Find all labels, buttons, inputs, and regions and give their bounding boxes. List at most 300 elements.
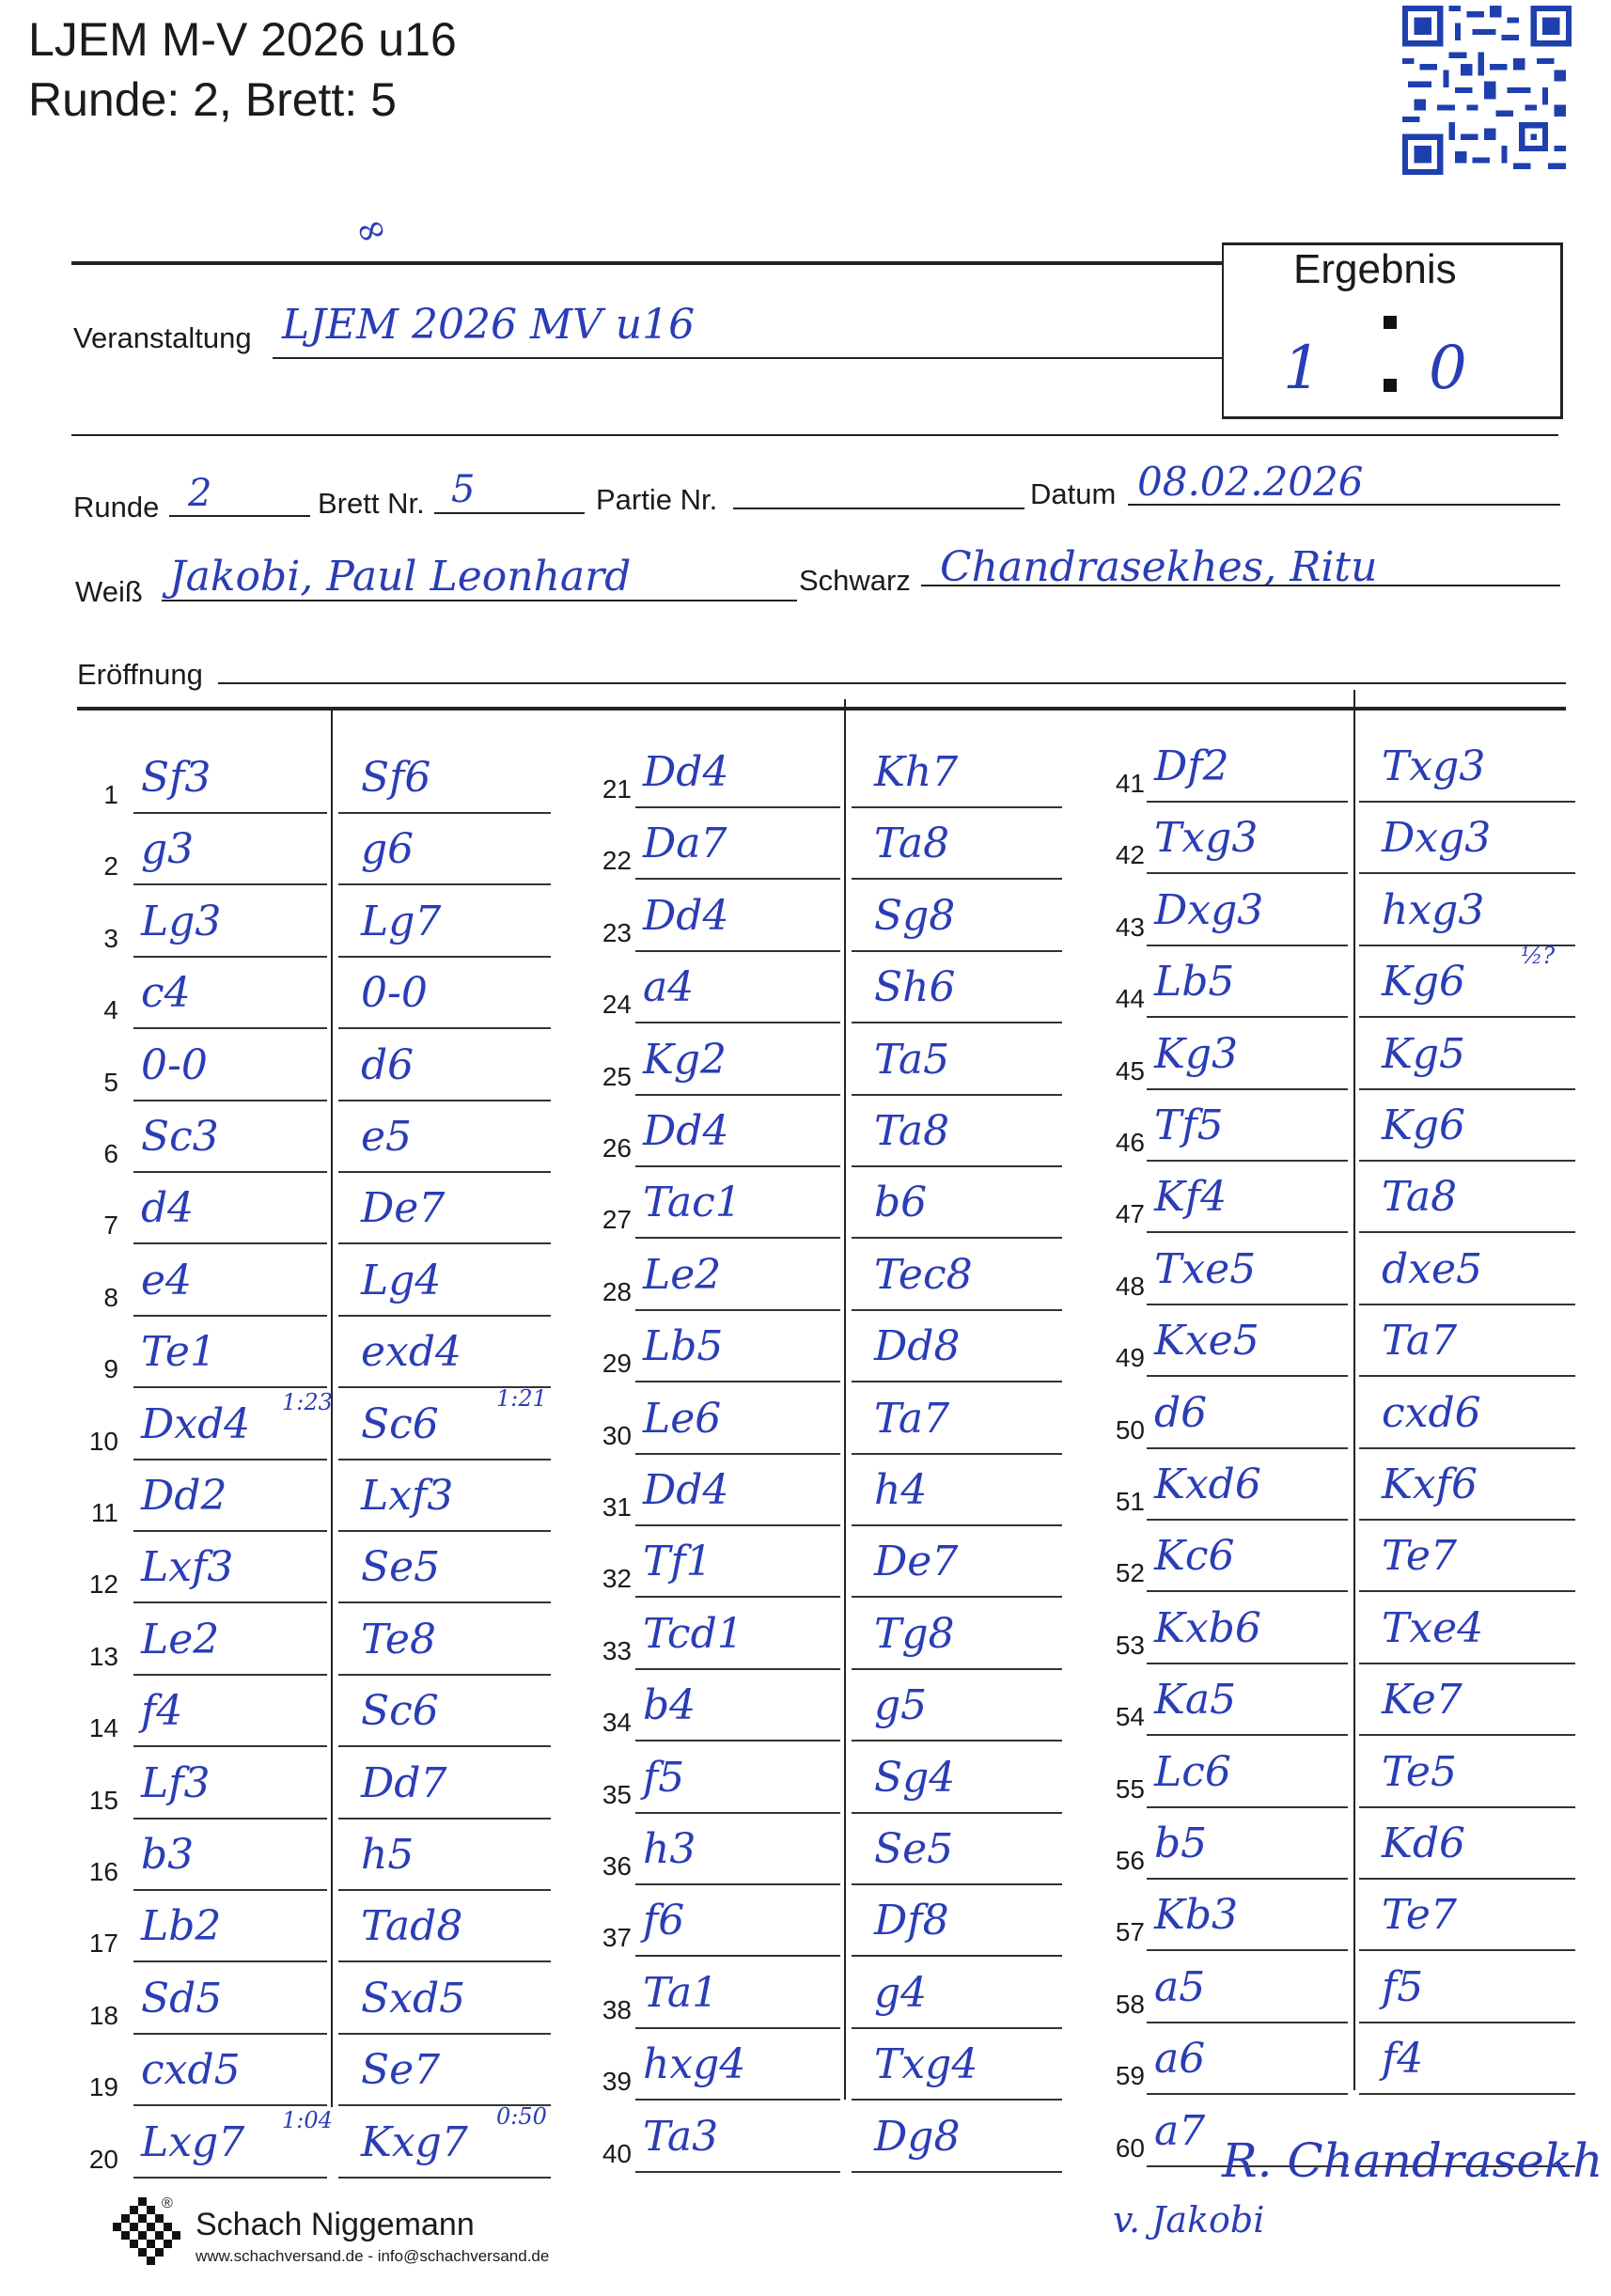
white-move: cxd5 — [141, 2046, 241, 2095]
white-move: b3 — [141, 1831, 195, 1879]
white-move-line — [133, 956, 327, 958]
weiss-label: Weiß — [75, 575, 143, 608]
move-number: 23 — [602, 917, 632, 947]
black-move-line — [1359, 801, 1575, 803]
move-number: 53 — [1115, 1630, 1145, 1660]
move-number: 9 — [103, 1354, 118, 1384]
white-move: e4 — [141, 1256, 193, 1304]
move-number: 16 — [88, 1857, 118, 1886]
white-move-line — [635, 1094, 840, 1096]
white-move: Kxb6 — [1154, 1603, 1261, 1652]
white-move: Sf3 — [141, 754, 211, 802]
black-move: Ta8 — [874, 820, 950, 868]
white-move-line — [133, 1459, 327, 1460]
white-move: Dd2 — [141, 1472, 227, 1520]
white-move: Df2 — [1154, 742, 1229, 790]
black-move-line — [338, 2033, 551, 2035]
move-number: 22 — [602, 846, 632, 876]
move-number: 60 — [1115, 2132, 1145, 2163]
datum-label: Datum — [1030, 477, 1117, 510]
black-move: Txg4 — [874, 2040, 978, 2089]
black-move-line — [338, 956, 551, 958]
white-move: 0-0 — [141, 1040, 208, 1089]
weiss-value: Jakobi, Paul Leonhard — [169, 553, 632, 601]
event-code: LJEM M-V 2026 u16 — [28, 13, 457, 66]
white-move-line — [1147, 1878, 1348, 1880]
white-move-line — [635, 1381, 840, 1382]
white-move-line — [1147, 872, 1348, 874]
white-move-line — [635, 950, 840, 952]
move-number: 49 — [1115, 1343, 1145, 1373]
black-move-line — [852, 1453, 1062, 1455]
black-move-line — [1359, 1949, 1575, 1951]
black-move: Ta8 — [874, 1107, 950, 1155]
move-number: 46 — [1115, 1128, 1145, 1157]
move-number: 7 — [103, 1210, 118, 1241]
black-move: f4 — [1382, 2035, 1424, 2084]
white-move-line — [133, 1601, 327, 1603]
black-move: Sc6 — [361, 1687, 439, 1736]
black-move: Te8 — [361, 1615, 436, 1663]
move-number: 14 — [88, 1713, 118, 1743]
move-number: 17 — [88, 1929, 118, 1959]
move-number: 21 — [602, 774, 632, 804]
black-move: Sg8 — [874, 891, 956, 940]
black-move-line — [1359, 1878, 1575, 1880]
black-move-line — [338, 1315, 551, 1317]
black-clock-time: 1:21 — [496, 1384, 547, 1412]
white-move: Lxf3 — [141, 1543, 234, 1592]
footer-registered: ® — [162, 2195, 173, 2211]
black-move: exd4 — [361, 1328, 462, 1377]
black-move: Kxg7 — [361, 2117, 468, 2166]
move-number: 26 — [602, 1133, 632, 1163]
veranstaltung-line — [273, 357, 1222, 359]
black-move-line — [852, 1094, 1062, 1096]
white-move: Kg3 — [1154, 1029, 1239, 1078]
white-move: Ka5 — [1154, 1676, 1237, 1725]
white-move-line — [635, 1596, 840, 1598]
white-move: Dxg3 — [1154, 885, 1264, 934]
move-number: 34 — [602, 1708, 632, 1738]
black-move-line — [1359, 1375, 1575, 1377]
white-move: Sd5 — [141, 1974, 223, 2023]
black-move-line — [1359, 1519, 1575, 1521]
black-move-line — [852, 1596, 1062, 1598]
white-move: Kb3 — [1154, 1891, 1239, 1940]
white-move: a5 — [1154, 1962, 1206, 2011]
eroeffnung-line — [218, 682, 1566, 684]
white-move-line — [133, 2177, 327, 2179]
white-move-line — [1147, 1375, 1348, 1377]
black-move: Kg5 — [1382, 1029, 1466, 1078]
black-move: Ta7 — [1382, 1317, 1458, 1366]
move-number: 58 — [1115, 1989, 1145, 2019]
black-move-line — [852, 1309, 1062, 1311]
white-move: Ta1 — [643, 1968, 719, 2017]
white-clock-time: 1:04 — [282, 2106, 333, 2133]
move-number: 1 — [103, 780, 118, 809]
black-move: g6 — [361, 825, 414, 874]
white-move: Txg3 — [1154, 814, 1259, 863]
black-move-line — [852, 1740, 1062, 1742]
white-move-line — [1147, 1088, 1348, 1090]
white-move-line — [635, 2027, 840, 2029]
black-move: Tec8 — [874, 1250, 973, 1299]
partie-line — [733, 508, 1024, 509]
move-number: 13 — [88, 1641, 118, 1671]
white-move-line — [635, 1812, 840, 1814]
brett-line — [434, 512, 585, 514]
move-number: 50 — [1115, 1414, 1145, 1445]
white-move: Dd4 — [643, 1107, 729, 1155]
white-move: Kxe5 — [1154, 1317, 1259, 1366]
footer-contact: www.schachversand.de - info@schachversand.de — [196, 2247, 550, 2265]
white-move-line — [1147, 2022, 1348, 2023]
white-move-line — [1147, 801, 1348, 803]
black-move: cxd6 — [1382, 1388, 1481, 1437]
white-move-line — [1147, 2093, 1348, 2095]
white-move: Lb5 — [1154, 958, 1235, 1007]
white-move-line — [133, 883, 327, 885]
move-number: 20 — [88, 2144, 118, 2174]
white-move-line — [635, 2171, 840, 2173]
black-move: Sxd5 — [361, 1974, 466, 2023]
white-move: Kxd6 — [1154, 1460, 1261, 1508]
white-move-line — [635, 1453, 840, 1455]
white-move-line — [133, 1960, 327, 1962]
black-move: Dxg3 — [1382, 814, 1492, 863]
white-move-line — [635, 1883, 840, 1885]
white-move-line — [635, 1022, 840, 1023]
black-move: Ta5 — [874, 1035, 950, 1084]
move-number: 52 — [1115, 1558, 1145, 1588]
black-move: f5 — [1382, 1962, 1424, 2011]
white-move-line — [1147, 1160, 1348, 1162]
white-move: Lb2 — [141, 1902, 222, 1951]
black-clock-time: 0:50 — [496, 2102, 547, 2130]
black-move-line — [338, 1171, 551, 1173]
move-number: 57 — [1115, 1917, 1145, 1947]
white-move-line — [635, 1237, 840, 1239]
runde-label: Runde — [73, 491, 160, 523]
white-move: f5 — [643, 1753, 685, 1802]
black-move-line — [852, 1381, 1062, 1382]
move-number: 18 — [88, 2000, 118, 2030]
black-move-line — [852, 1022, 1062, 1023]
form-top-rule — [71, 261, 1224, 265]
move-number: 42 — [1115, 840, 1145, 870]
white-move: Kg2 — [643, 1035, 727, 1084]
white-move: Te1 — [141, 1328, 216, 1377]
black-move: Kg6 — [1382, 1101, 1466, 1149]
black-move-line — [852, 1883, 1062, 1885]
black-move: Ta8 — [1382, 1173, 1458, 1222]
move-number: 36 — [602, 1851, 632, 1881]
white-move: Lf3 — [141, 1758, 211, 1807]
white-move-line — [635, 1955, 840, 1957]
black-move: Lxf3 — [361, 1472, 454, 1520]
white-move: d6 — [1154, 1388, 1208, 1437]
move-number: 37 — [602, 1923, 632, 1953]
black-move: Se7 — [361, 2046, 441, 2095]
white-move-line — [635, 878, 840, 880]
white-move-line — [1147, 1590, 1348, 1592]
move-number: 6 — [103, 1139, 118, 1168]
ergebnis-colon-bottom — [1384, 379, 1397, 392]
move-number: 29 — [602, 1349, 632, 1379]
white-move: Lg3 — [141, 897, 222, 945]
black-move-line — [1359, 1088, 1575, 1090]
white-move: hxg4 — [643, 2040, 746, 2089]
black-move: Kd6 — [1382, 1820, 1466, 1867]
black-move-line — [852, 1524, 1062, 1526]
black-move: Txg3 — [1382, 742, 1486, 790]
veranstaltung-label: Veranstaltung — [73, 321, 252, 354]
move-number: 25 — [602, 1061, 632, 1091]
white-move-line — [635, 1309, 840, 1311]
black-move-line — [852, 1955, 1062, 1957]
white-move-line — [1147, 1304, 1348, 1305]
black-move: 0-0 — [361, 969, 428, 1018]
white-move-line — [133, 1315, 327, 1317]
move-number: 48 — [1115, 1271, 1145, 1301]
black-move-line — [1359, 1016, 1575, 1018]
black-move: Se5 — [361, 1543, 441, 1592]
black-move: dxe5 — [1382, 1244, 1483, 1293]
move-number: 5 — [103, 1067, 118, 1097]
black-move: Sh6 — [874, 963, 956, 1012]
schwarz-value: Chandrasekhes, Ritu — [940, 543, 1378, 591]
brett-value: 5 — [451, 468, 476, 511]
black-move: Kg6 — [1382, 958, 1466, 1007]
white-move: Kc6 — [1154, 1532, 1235, 1581]
black-move: Tad8 — [361, 1902, 463, 1951]
move-number: 3 — [103, 923, 118, 953]
move-number: 38 — [602, 1994, 632, 2024]
black-move-line — [338, 1459, 551, 1460]
datum-line — [1128, 504, 1560, 506]
black-move-line — [338, 1674, 551, 1676]
black-move: Tg8 — [874, 1609, 955, 1658]
sheet-title — [28, 9, 457, 130]
white-move: f6 — [643, 1897, 685, 1945]
black-move-line — [852, 806, 1062, 808]
black-move: h4 — [874, 1466, 928, 1514]
black-move-line — [852, 1812, 1062, 1814]
white-move: f4 — [141, 1687, 183, 1736]
white-move-line — [1147, 1663, 1348, 1664]
white-move: b5 — [1154, 1820, 1208, 1867]
black-move-line — [338, 1027, 551, 1029]
black-move-line — [338, 1242, 551, 1244]
white-move-line — [133, 1818, 327, 1820]
black-move: b6 — [874, 1179, 928, 1227]
white-move-line — [1147, 1806, 1348, 1808]
black-move: Kh7 — [874, 748, 959, 796]
ergebnis-white: 1 — [1283, 334, 1322, 403]
column-divider-2 — [844, 699, 846, 2100]
brett-label: Brett Nr. — [318, 487, 425, 520]
black-move: Te7 — [1382, 1532, 1457, 1581]
black-move-line — [338, 1889, 551, 1891]
white-move-line — [635, 1524, 840, 1526]
form-rule-2 — [71, 434, 1558, 436]
black-move: De7 — [874, 1538, 959, 1586]
move-number: 28 — [602, 1276, 632, 1306]
black-move: Te7 — [1382, 1891, 1457, 1940]
move-number: 8 — [103, 1282, 118, 1312]
black-move: Txe4 — [1382, 1603, 1484, 1652]
black-move: Dg8 — [874, 2112, 961, 2161]
white-move: Lxg7 — [141, 2117, 245, 2166]
white-move: Tcd1 — [643, 1609, 743, 1658]
move-number: 31 — [602, 1492, 632, 1522]
black-move-line — [1359, 872, 1575, 874]
move-number: 45 — [1115, 1055, 1145, 1086]
partie-label: Partie Nr. — [596, 483, 718, 516]
white-move-line — [133, 1171, 327, 1173]
round-board: Runde: 2, Brett: 5 — [28, 73, 397, 126]
white-move-line — [635, 806, 840, 808]
white-move-line — [1147, 1949, 1348, 1951]
black-move-line — [338, 1818, 551, 1820]
white-move-line — [133, 1242, 327, 1244]
black-move: Se5 — [874, 1825, 954, 1873]
white-move: Tf5 — [1154, 1101, 1224, 1149]
white-move: a6 — [1154, 2035, 1206, 2084]
black-move-line — [852, 2099, 1062, 2101]
white-move: Tf1 — [643, 1538, 712, 1586]
move-number: 2 — [103, 851, 118, 882]
move-number: 11 — [90, 1498, 118, 1527]
move-number: 39 — [602, 2067, 632, 2097]
move-number: 19 — [88, 2072, 118, 2102]
signature-white: v. Jakobi — [1113, 2199, 1265, 2241]
black-move: Df8 — [874, 1897, 949, 1945]
move-number: 47 — [1115, 1199, 1145, 1229]
move-number: 54 — [1115, 1702, 1145, 1732]
white-move-line — [133, 1745, 327, 1747]
schwarz-line — [921, 585, 1560, 586]
white-move-line — [133, 1027, 327, 1029]
black-move: Lg7 — [361, 897, 442, 945]
move-number: 44 — [1115, 984, 1145, 1014]
move-number: 15 — [88, 1785, 118, 1815]
move-number: 56 — [1115, 1846, 1145, 1875]
move-number: 27 — [602, 1205, 632, 1235]
ergebnis-black: 0 — [1429, 334, 1467, 403]
move-number: 59 — [1115, 2061, 1145, 2091]
white-move-line — [133, 812, 327, 814]
white-move-line — [133, 1100, 327, 1101]
ink-scribble: ∞ — [349, 204, 393, 257]
white-move: a4 — [643, 963, 695, 1012]
schwarz-label: Schwarz — [799, 564, 911, 597]
white-move: Le2 — [643, 1250, 722, 1299]
white-move: Tac1 — [643, 1179, 742, 1227]
move-number: 41 — [1115, 769, 1145, 798]
white-move-line — [635, 1668, 840, 1670]
white-move-line — [1147, 1231, 1348, 1233]
eroeffnung-label: Eröffnung — [77, 658, 203, 691]
white-move-line — [635, 1740, 840, 1742]
signature-black: R. Chandrasekh — [1222, 2133, 1603, 2188]
move-number: 32 — [602, 1564, 632, 1594]
black-move: De7 — [361, 1184, 446, 1233]
black-move: Lg4 — [361, 1256, 442, 1304]
move-number: 43 — [1115, 912, 1145, 942]
white-move-line — [1147, 1519, 1348, 1521]
black-move: d6 — [361, 1040, 414, 1089]
black-move-line — [852, 2171, 1062, 2173]
white-move-line — [635, 2099, 840, 2101]
black-move-line — [338, 2177, 551, 2179]
white-move: Dd4 — [643, 748, 729, 796]
black-move: Dd7 — [361, 1758, 447, 1807]
black-move: Ta7 — [874, 1394, 950, 1443]
footer-brand: Schach Niggemann — [196, 2207, 475, 2242]
black-move-line — [1359, 1734, 1575, 1736]
black-move: Kxf6 — [1382, 1460, 1478, 1508]
black-move-line — [852, 2027, 1062, 2029]
black-move-line — [1359, 1806, 1575, 1808]
black-move-line — [1359, 1231, 1575, 1233]
black-move-line — [852, 1165, 1062, 1167]
white-move: Dd4 — [643, 1466, 729, 1514]
weiss-line — [162, 600, 797, 601]
white-move-line — [133, 2033, 327, 2035]
white-move: b4 — [643, 1681, 696, 1730]
white-move: d4 — [141, 1184, 195, 1233]
white-clock-time: 1:23 — [282, 1388, 333, 1415]
black-move-line — [852, 1237, 1062, 1239]
black-move-line — [1359, 2022, 1575, 2023]
datum-value: 08.02.2026 — [1137, 459, 1364, 505]
black-move-line — [852, 878, 1062, 880]
black-move-line — [1359, 1304, 1575, 1305]
white-move-line — [1147, 945, 1348, 946]
white-move-line — [1147, 1734, 1348, 1736]
table-top-rule — [77, 707, 1566, 711]
white-move-line — [133, 1530, 327, 1532]
black-clock-time: ½? — [1521, 943, 1556, 970]
black-move-line — [852, 950, 1062, 952]
white-move: a7 — [1154, 2106, 1206, 2155]
move-number: 40 — [602, 2138, 632, 2168]
black-move-line — [1359, 1447, 1575, 1449]
column-divider-3 — [1353, 690, 1355, 2090]
black-move: Sc6 — [361, 1399, 439, 1448]
black-move-line — [338, 883, 551, 885]
move-number: 55 — [1115, 1773, 1145, 1804]
white-move: Le2 — [141, 1615, 220, 1663]
black-move: g4 — [874, 1968, 928, 2017]
move-number: 51 — [1115, 1487, 1145, 1516]
black-move-line — [1359, 1160, 1575, 1162]
black-move: Sg4 — [874, 1753, 956, 1802]
white-move: h3 — [643, 1825, 696, 1873]
veranstaltung-value: LJEM 2026 MV u16 — [282, 301, 696, 349]
black-move: Dd8 — [874, 1322, 961, 1371]
white-move: Txe5 — [1154, 1244, 1257, 1293]
white-move: Sc3 — [141, 1113, 219, 1161]
move-number: 35 — [602, 1779, 632, 1809]
white-move: Dd4 — [643, 891, 729, 940]
runde-line — [169, 515, 310, 517]
black-move-line — [1359, 1590, 1575, 1592]
white-move: Lc6 — [1154, 1747, 1231, 1796]
